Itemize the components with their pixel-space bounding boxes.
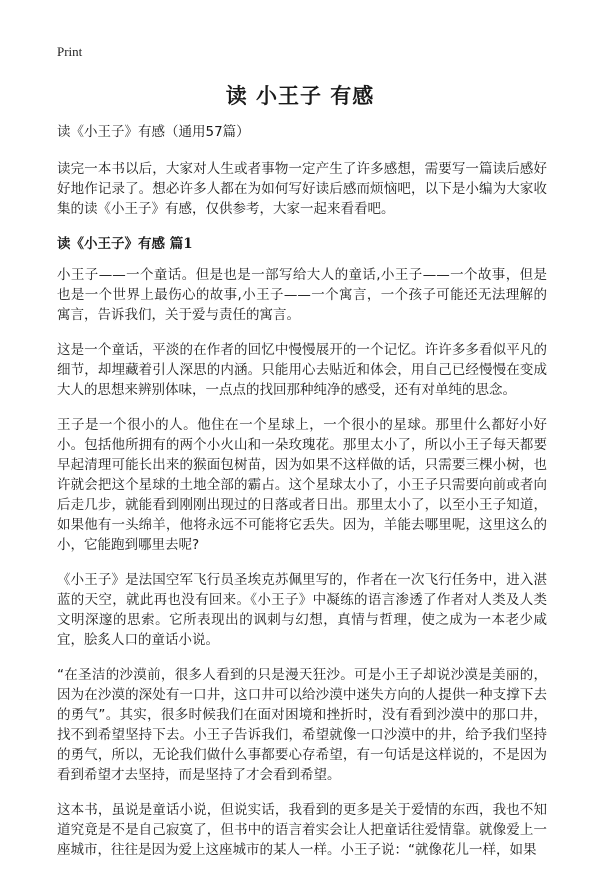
print-link[interactable]: Print <box>57 44 83 59</box>
section-heading: 读《小王子》有感 篇1 <box>57 236 193 252</box>
intro-paragraph: 读完一本书以后，大家对人生或者事物一定产生了许多感想，需要写一篇读后感好好地作记录了。想必许多人都在为如何写好读后感而烦恼吧，以下是小编为大家收集的读《小王子》有感，仅供参考，大家一起来看看吧。 <box>57 161 547 217</box>
article-subtitle: 读《小王子》有感（通用57篇） <box>57 124 250 140</box>
article-body <box>57 122 547 875</box>
page-title: 读 小王子 有感 <box>225 84 375 108</box>
paragraph-1: 小王子——一个童话。但是也是一部写给大人的童话,小王子——一个故事，但是也是一个世界上最伤心的故事,小王子——一个寓言，一个孩子可能还无法理解的寓言，告诉我们，关于爱与责任的寓言。 <box>57 267 547 323</box>
paragraph-2: 这是一个童话，平淡的在作者的回忆中慢慢展开的一个记忆。许许多多看似平凡的细节，却埋藏着引人深思的内涵。只能用心去贴近和体会，用自己已经慢慢在变成大人的思想来辨别体味，一点点的找回那种纯净的感受，还有对单纯的思念。 <box>57 342 547 398</box>
paragraph-4: 《小王子》是法国空军飞行员圣埃克苏佩里写的，作者在一次飞行任务中，进入湛蓝的天空，就此再也没有回来。《小王子》中凝练的语言渗透了作者对人类及人类文明深邃的思索。它所表现出的讽刺与幻想，真情与哲理，使之成为一本老少咸宜，脍炙人口的童话小说。 <box>57 572 547 648</box>
paragraph-5: “在圣洁的沙漠前，很多人看到的只是漫天狂沙。可是小王子却说沙漠是美丽的，因为在沙漠的深处有一口井，这口井可以给沙漠中迷失方向的人提供一种支撑下去的勇气”。其实，很多时候我们在面对困境和挫折时，没有看到沙漠中的那口井，找不到希望坚持下去。小王子告诉我们，希望就像一口沙漠中的井，给予我们坚持的勇气，所以，无论我们做什么事都要心存希望，有一句话是这样说的，不是因为看到希望才去坚持，而是坚持了才会看到希望。 <box>57 667 547 783</box>
paragraph-3: 王子是一个很小的人。他住在一个星球上，一个很小的星球。那里什么都好小好小。包括他所拥有的两个小火山和一朵玫瑰花。那里太小了，所以小王子每天都要早起清理可能长出来的猴面包树苗，因为如果不这样做的话，只需要三棵小树，也许就会把这个星球的土地全部的霸占。这个星球太小了，小王子只需要向前或者向后走几步，就能看到刚刚出现过的日落或者日出。那里太小了，以至小王子知道，如果他有一头绵羊，他将永远不可能将它丢失。因为，羊能去哪里呢，这里这么的小，它能跑到哪里去呢? <box>57 417 547 553</box>
paragraph-6: 这本书，虽说是童话小说，但说实话，我看到的更多是关于爱情的东西，我也不知道究竟是不是自己寂寞了，但书中的语言着实会让人把童话往爱情靠。就像爱上一座城市，往往是因为爱上这座城市的某人一样。小王子说：“就像花儿一样，如果 <box>57 802 547 858</box>
